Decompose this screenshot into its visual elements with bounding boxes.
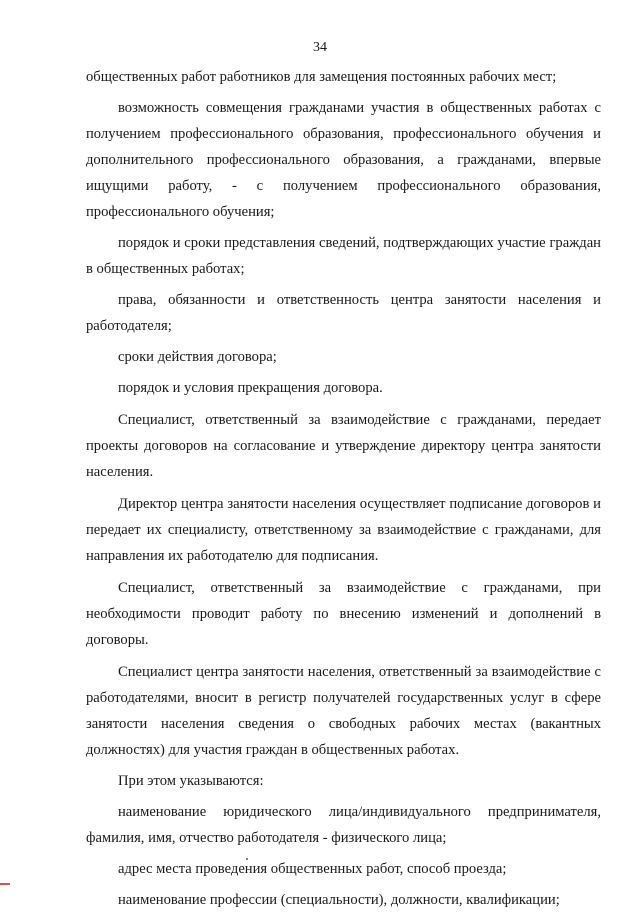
document-body [86,64,601,918]
paragraph: порядок и сроки представления сведений, подтверждающих участие граждан в общественных работах; [86,235,601,277]
paragraph: порядок и условия прекращения договора. [118,380,383,396]
paragraph: сроки действия договора; [118,349,277,365]
paragraph: Специалист центра занятости населения, ответственный за взаимодействие с работодателями, вносит в регистр получателей государственных услуг в сфере занятости населения сведения о свободных рабочих местах (вакантных должностях) для участия граждан в общественных работах. [86,664,601,758]
page-number: 34 [313,40,327,55]
paragraph: возможность совмещения гражданами участия в общественных работах с получением профессионального образования, профессионального обучения и дополнительного профессионального образования, а гражданами, впервые ищущими работу, - с получением профессионального образования, профессионального обучения; [86,100,601,220]
paragraph: Специалист, ответственный за взаимодействие с гражданами, передает проекты договоров на согласование и утверждение директору центра занятости населения. [86,412,601,480]
paragraph: права, обязанности и ответственность центра занятости населения и работодателя; [86,292,601,334]
paragraph: общественных работ работников для замещения постоянных рабочих мест; [86,69,557,85]
paragraph: При этом указываются: [118,773,264,789]
paragraph: наименование профессии (специальности), должности, квалификации; [118,892,560,908]
paragraph: Специалист, ответственный за взаимодействие с гражданами, при необходимости проводит работу по внесению изменений и дополнений в договоры. [86,580,601,648]
paragraph: наименование юридического лица/индивидуального предпринимателя, фамилия, имя, отчество работодателя - физического лица; [86,804,601,846]
scan-speck [246,858,248,860]
paragraph: Директор центра занятости населения осуществляет подписание договоров и передает их специалисту, ответственному за взаимодействие с гражданами, для направления их работодателю для подписания. [86,496,601,564]
edge-mark [0,883,10,885]
paragraph: адрес места проведения общественных работ, способ проезда; [118,861,507,877]
